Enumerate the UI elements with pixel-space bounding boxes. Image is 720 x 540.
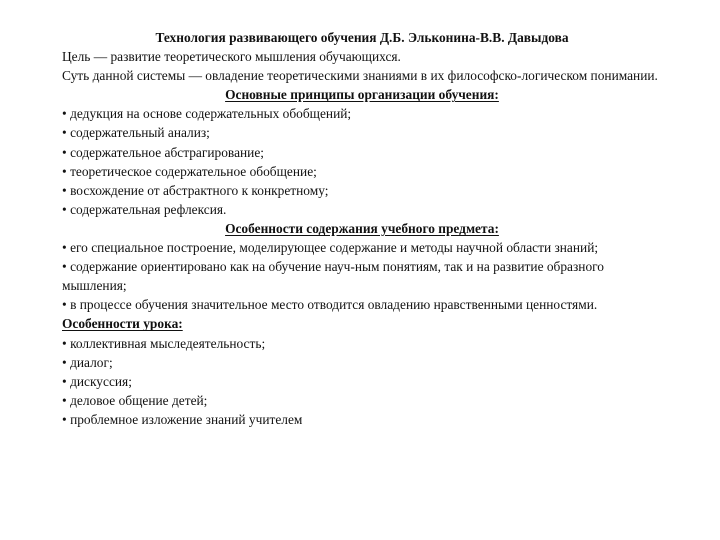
bullet-icon: • xyxy=(62,373,67,389)
document-page xyxy=(62,28,662,429)
bullet-icon: • xyxy=(62,106,67,122)
lesson-features-list xyxy=(62,334,662,429)
list-item-text: содержание ориентировано как на обучение науч-ным понятиям, так и на развитие образного мышления; xyxy=(62,259,605,294)
lesson-features-heading: Особенности урока: xyxy=(62,316,183,332)
bullet-icon: • xyxy=(62,411,67,427)
list-item xyxy=(62,238,662,257)
bullet-icon: • xyxy=(62,354,67,370)
list-item-text: восхождение от абстрактного к конкретному; xyxy=(70,182,329,198)
list-item-text: теоретическое содержательное обобщение; xyxy=(70,163,317,179)
list-item xyxy=(62,143,662,162)
bullet-icon: • xyxy=(62,201,67,217)
list-item-text: дедукция на основе содержательных обобщений; xyxy=(70,106,352,122)
list-item xyxy=(62,162,662,181)
bullet-icon: • xyxy=(62,259,67,275)
list-item-text: диалог; xyxy=(70,354,113,370)
list-item xyxy=(62,295,662,314)
list-item-text: коллективная мыследеятельность; xyxy=(70,335,266,351)
list-item xyxy=(62,181,662,200)
list-item-text: его специальное построение, моделирующее содержание и методы научной области знаний; xyxy=(70,240,599,256)
list-item xyxy=(62,104,662,123)
list-item xyxy=(62,372,662,391)
list-item xyxy=(62,410,662,429)
page-title: Технология развивающего обучения Д.Б. Эльконина-В.В. Давыдова xyxy=(155,30,569,45)
bullet-icon: • xyxy=(62,144,67,160)
list-item-text: проблемное изложение знаний учителем xyxy=(70,411,303,427)
bullet-icon: • xyxy=(62,125,67,141)
principles-heading: Основные принципы организации обучения: xyxy=(225,87,499,103)
list-item-text: деловое общение детей; xyxy=(70,392,208,408)
list-item-text: содержательная рефлексия. xyxy=(70,201,227,217)
list-item xyxy=(62,353,662,372)
list-item-text: содержательный анализ; xyxy=(70,125,210,141)
essence-text: Суть данной системы — овладение теоретическими знаниями в их философско-логическом понимании. xyxy=(62,68,658,84)
bullet-icon: • xyxy=(62,182,67,198)
goal-text: Цель — развитие теоретического мышления обучающихся. xyxy=(62,49,401,65)
content-features-heading: Особенности содержания учебного предмета: xyxy=(225,220,499,236)
list-item-text: в процессе обучения значительное место отводится овладению нравственными ценностями. xyxy=(70,297,598,313)
list-item xyxy=(62,334,662,353)
principles-list xyxy=(62,104,662,219)
list-item-text: содержательное абстрагирование; xyxy=(70,144,265,160)
content-features-list xyxy=(62,238,662,314)
list-item xyxy=(62,257,662,295)
bullet-icon: • xyxy=(62,163,67,179)
list-item-text: дискуссия; xyxy=(70,373,132,389)
list-item xyxy=(62,123,662,142)
bullet-icon: • xyxy=(62,335,67,351)
bullet-icon: • xyxy=(62,392,67,408)
bullet-icon: • xyxy=(62,240,67,256)
list-item xyxy=(62,391,662,410)
bullet-icon: • xyxy=(62,297,67,313)
list-item xyxy=(62,200,662,219)
